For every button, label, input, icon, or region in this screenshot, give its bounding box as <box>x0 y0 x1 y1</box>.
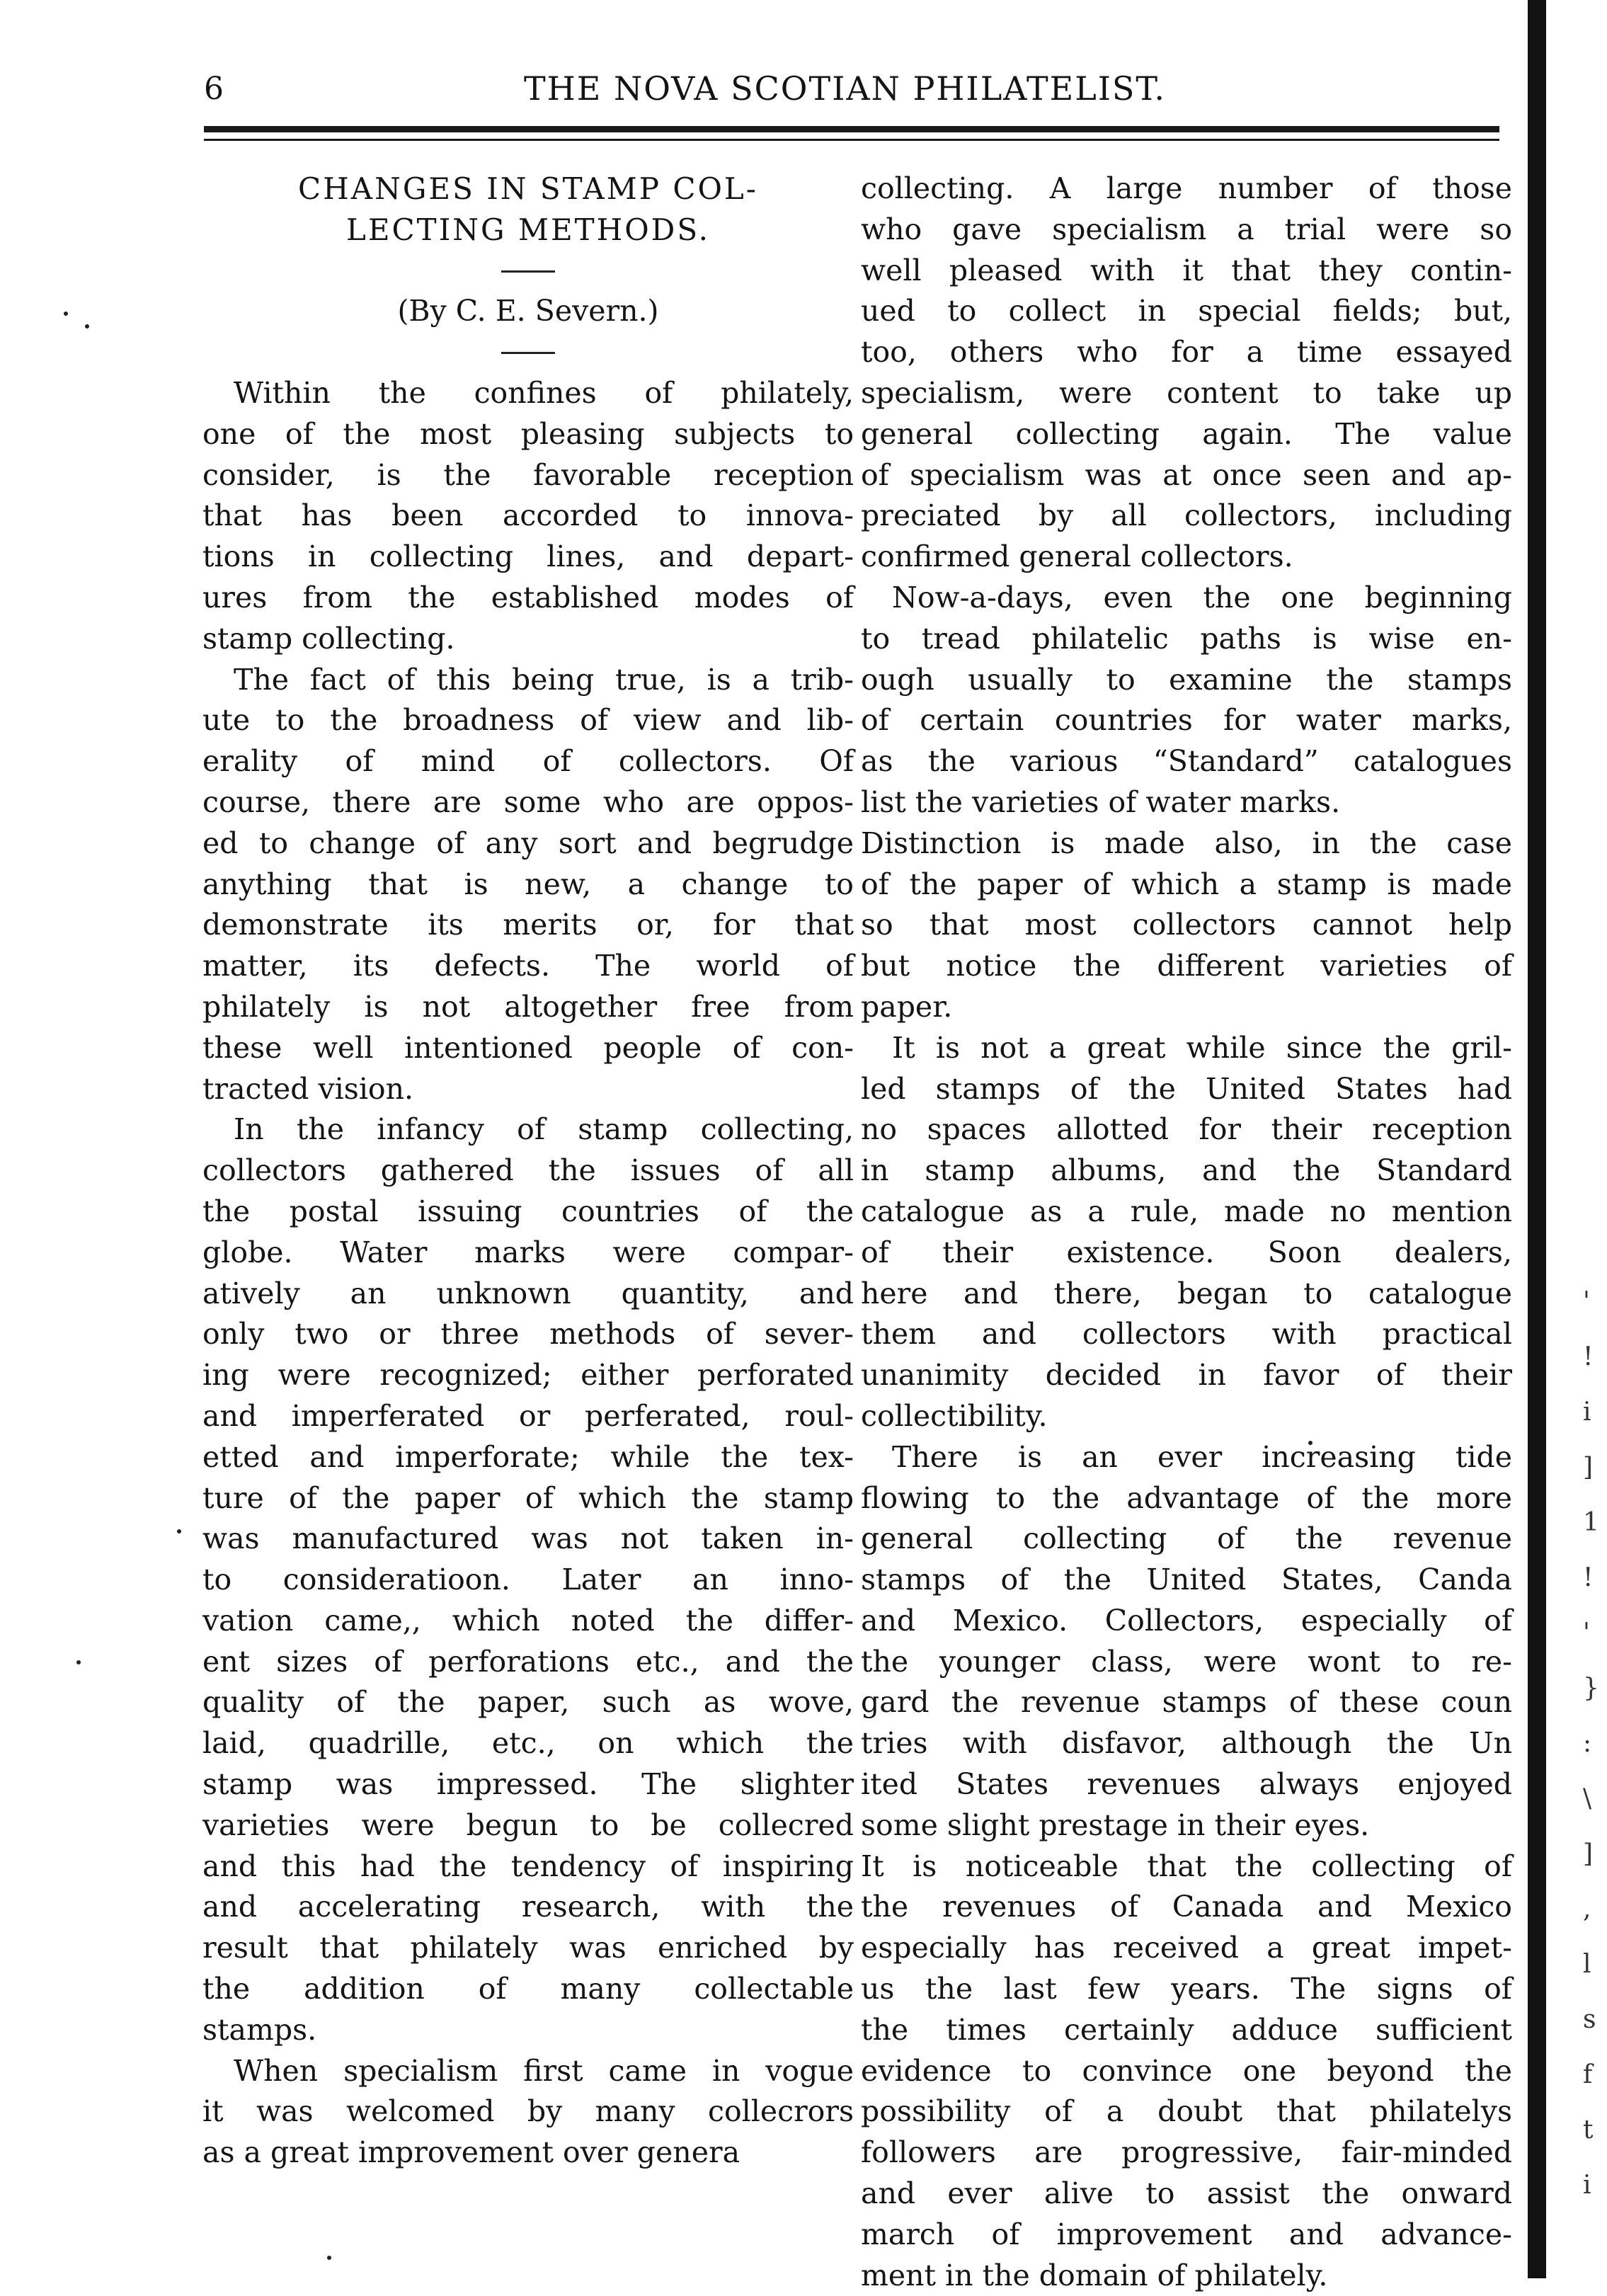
text-line: march of improvement and advance- <box>861 2217 1512 2251</box>
text-line: the addition of many collectable <box>202 1972 854 2006</box>
text-line: as the various “Standard” catalogues <box>861 744 1512 779</box>
text-line: to tread philatelic paths is wise en- <box>861 621 1512 656</box>
text-line: There is an ever increasing tide <box>892 1439 1512 1474</box>
text-line: the times certainly adduce sufficient <box>861 2012 1512 2047</box>
text-line: of specialism was at once seen and ap- <box>861 457 1512 492</box>
binding-edge-shadow <box>1528 0 1546 2278</box>
text-line: ited States revenues always enjoyed <box>861 1767 1512 1802</box>
text-line: varieties were begun to be collecred <box>202 1807 854 1842</box>
text-line: it was welcomed by many collecrors <box>202 2094 854 2129</box>
margin-mark: l <box>1583 1950 1591 1979</box>
margin-mark: : <box>1583 1729 1592 1758</box>
text-line: ued to collect in special fields; but, <box>861 294 1512 329</box>
margin-mark: 1 <box>1583 1508 1599 1537</box>
text-line: and ever alive to assist the onward <box>861 2176 1512 2211</box>
text-line: here and there, began to catalogue <box>861 1276 1512 1310</box>
text-line: quality of the paper, such as wove, <box>202 1685 854 1720</box>
text-line: When specialism first came in vogue <box>234 2053 854 2088</box>
text-line: collecting. A large number of those <box>861 171 1512 205</box>
text-line: ment in the domain of philately. <box>861 2258 1328 2292</box>
text-line: tracted vision. <box>202 1071 414 1106</box>
text-line: etted and imperforate; while the tex- <box>202 1439 854 1474</box>
text-line: the postal issuing countries of the <box>202 1194 854 1228</box>
text-line: collectors gathered the issues of all <box>202 1153 854 1188</box>
text-line: that has been accorded to innova- <box>202 498 854 533</box>
text-line: led stamps of the United States had <box>861 1071 1512 1106</box>
text-line: in stamp albums, and the Standard <box>861 1153 1512 1188</box>
text-line: vation came,, which noted the differ- <box>202 1603 854 1638</box>
text-line: tries with disfavor, although the Un <box>861 1726 1512 1761</box>
text-line: us the last few years. The signs of <box>861 1972 1512 2006</box>
margin-mark: } <box>1583 1674 1599 1703</box>
article-title-line-1: CHANGES IN STAMP COL- <box>298 171 758 206</box>
text-line: ough usually to examine the stamps <box>861 662 1512 697</box>
text-line: the revenues of Canada and Mexico <box>861 1890 1512 1924</box>
right-column-body <box>861 169 1512 2296</box>
text-line: and this had the tendency of inspiring <box>202 1849 854 1883</box>
margin-mark: ! <box>1583 1342 1594 1371</box>
margin-mark: \ <box>1583 1784 1592 1813</box>
scan-speck <box>85 324 89 329</box>
text-line: the younger class, were wont to re- <box>861 1644 1512 1679</box>
text-line: but notice the different varieties of <box>861 949 1512 983</box>
text-line: so that most collectors cannot help <box>861 908 1512 942</box>
margin-mark: t <box>1583 2115 1594 2144</box>
text-line: erality of mind of collectors. Of <box>202 744 854 779</box>
text-line: atively an unknown quantity, and <box>202 1276 854 1310</box>
title-separator-dash <box>202 251 854 292</box>
text-line: demonstrate its merits or, for that <box>202 908 854 942</box>
text-line: general collecting of the revenue <box>861 1521 1512 1556</box>
text-line: The fact of this being true, is a trib- <box>234 662 854 697</box>
text-line: no spaces allotted for their reception <box>861 1112 1512 1147</box>
header-rule-thin <box>204 139 1499 141</box>
text-line: of the paper of which a stamp is made <box>861 867 1512 901</box>
text-line: general collecting again. The value <box>861 416 1512 451</box>
text-line: evidence to convince one beyond the <box>861 2053 1512 2088</box>
text-line: collectibility. <box>861 1398 1048 1433</box>
text-line: globe. Water marks were compar- <box>202 1235 854 1269</box>
publication-title: THE NOVA SCOTIAN PHILATELIST. <box>524 69 1166 108</box>
margin-mark: ] <box>1583 1839 1594 1868</box>
text-line: Now-a-days, even the one beginning <box>892 580 1512 615</box>
text-line: ing were recognized; either perforated <box>202 1358 854 1393</box>
article-byline: (By C. E. Severn.) <box>397 294 659 329</box>
text-line: In the infancy of stamp collecting, <box>234 1112 854 1147</box>
text-line: Within the confines of philately, <box>234 375 854 410</box>
margin-mark: ' <box>1583 1287 1590 1316</box>
margin-mark: , <box>1583 1895 1591 1924</box>
text-line: anything that is new, a change to <box>202 867 854 901</box>
text-line: stamps. <box>202 2012 317 2047</box>
scan-speck <box>177 1529 181 1533</box>
text-line: ute to the broadness of view and lib- <box>202 703 854 738</box>
text-line: matter, its defects. The world of <box>202 949 854 983</box>
page-number: 6 <box>204 71 224 107</box>
text-line: too, others who for a time essayed <box>861 335 1512 370</box>
text-line: confirmed general collectors. <box>861 539 1293 574</box>
text-line: and Mexico. Collectors, especially of <box>861 1603 1512 1638</box>
text-line: of their existence. Soon dealers, <box>861 1235 1512 1269</box>
margin-mark: i <box>1583 2171 1591 2200</box>
scan-speck <box>327 2256 331 2260</box>
text-line: ent sizes of perforations etc., and the <box>202 1644 854 1679</box>
text-line: catalogue as a rule, made no mention <box>861 1194 1512 1228</box>
text-line: unanimity decided in favor of their <box>861 1358 1512 1393</box>
margin-mark: ] <box>1583 1453 1594 1482</box>
header-rule-thick <box>204 126 1499 132</box>
text-line: It is noticeable that the collecting of <box>861 1849 1512 1883</box>
text-line: possibility of a doubt that philatelys <box>861 2094 1512 2129</box>
text-line: ed to change of any sort and begrudge <box>202 826 854 860</box>
text-line: It is not a great while since the gril- <box>892 1030 1512 1065</box>
text-line: only two or three methods of sever- <box>202 1317 854 1352</box>
text-line: especially has received a great impet- <box>861 1931 1512 1965</box>
text-line: course, there are some who are oppos- <box>202 784 854 819</box>
margin-mark: s <box>1583 2005 1596 2034</box>
text-line: to consideratioon. Later an inno- <box>202 1563 854 1597</box>
text-line: paper. <box>861 989 953 1024</box>
byline-separator-dash <box>202 332 854 373</box>
text-line: result that philately was enriched by <box>202 1931 854 1965</box>
text-line: consider, is the favorable reception <box>202 457 854 492</box>
text-line: gard the revenue stamps of these coun <box>861 1685 1512 1720</box>
text-line: stamps of the United States, Canda <box>861 1563 1512 1597</box>
scan-speck <box>64 312 68 316</box>
text-line: of certain countries for water marks, <box>861 703 1512 738</box>
margin-mark: ' <box>1583 1618 1590 1647</box>
text-line: as a great improvement over genera <box>202 2135 740 2170</box>
text-line: ture of the paper of which the stamp <box>202 1480 854 1515</box>
text-line: specialism, were content to take up <box>861 375 1512 410</box>
text-line: well pleased with it that they contin- <box>861 253 1512 287</box>
margin-marks <box>1583 1274 1597 2213</box>
text-line: some slight prestage in their eyes. <box>861 1807 1370 1842</box>
text-line: list the varieties of water marks. <box>861 784 1341 819</box>
text-line: tions in collecting lines, and depart- <box>202 539 854 574</box>
article-title-line-2: LECTING METHODS. <box>346 212 710 247</box>
text-line: and imperferated or perferated, roul- <box>202 1398 854 1433</box>
article-column-left <box>202 169 854 2174</box>
text-line: philately is not altogether free from <box>202 989 854 1024</box>
text-line: stamp collecting. <box>202 621 455 656</box>
text-line: these well intentioned people of con- <box>202 1030 854 1065</box>
text-line: was manufactured was not taken in- <box>202 1521 854 1556</box>
margin-mark: i <box>1583 1398 1591 1427</box>
text-line: Distinction is made also, in the case <box>861 826 1512 860</box>
article-column-right <box>861 169 1512 2296</box>
text-line: who gave specialism a trial were so <box>861 212 1512 246</box>
left-column-body <box>202 373 854 2174</box>
scan-speck <box>76 1660 81 1664</box>
text-line: them and collectors with practical <box>861 1317 1512 1352</box>
text-line: ures from the established modes of <box>202 580 854 615</box>
margin-mark: ! <box>1583 1563 1594 1592</box>
text-line: laid, quadrille, etc., on which the <box>202 1726 854 1761</box>
text-line: followers are progressive, fair-minded <box>861 2135 1512 2170</box>
text-line: stamp was impressed. The slighter <box>202 1767 854 1802</box>
margin-mark: f <box>1583 2060 1593 2089</box>
text-line: and accelerating research, with the <box>202 1890 854 1924</box>
text-line: one of the most pleasing subjects to <box>202 416 854 451</box>
text-line: flowing to the advantage of the more <box>861 1480 1512 1515</box>
text-line: preciated by all collectors, including <box>861 498 1512 533</box>
